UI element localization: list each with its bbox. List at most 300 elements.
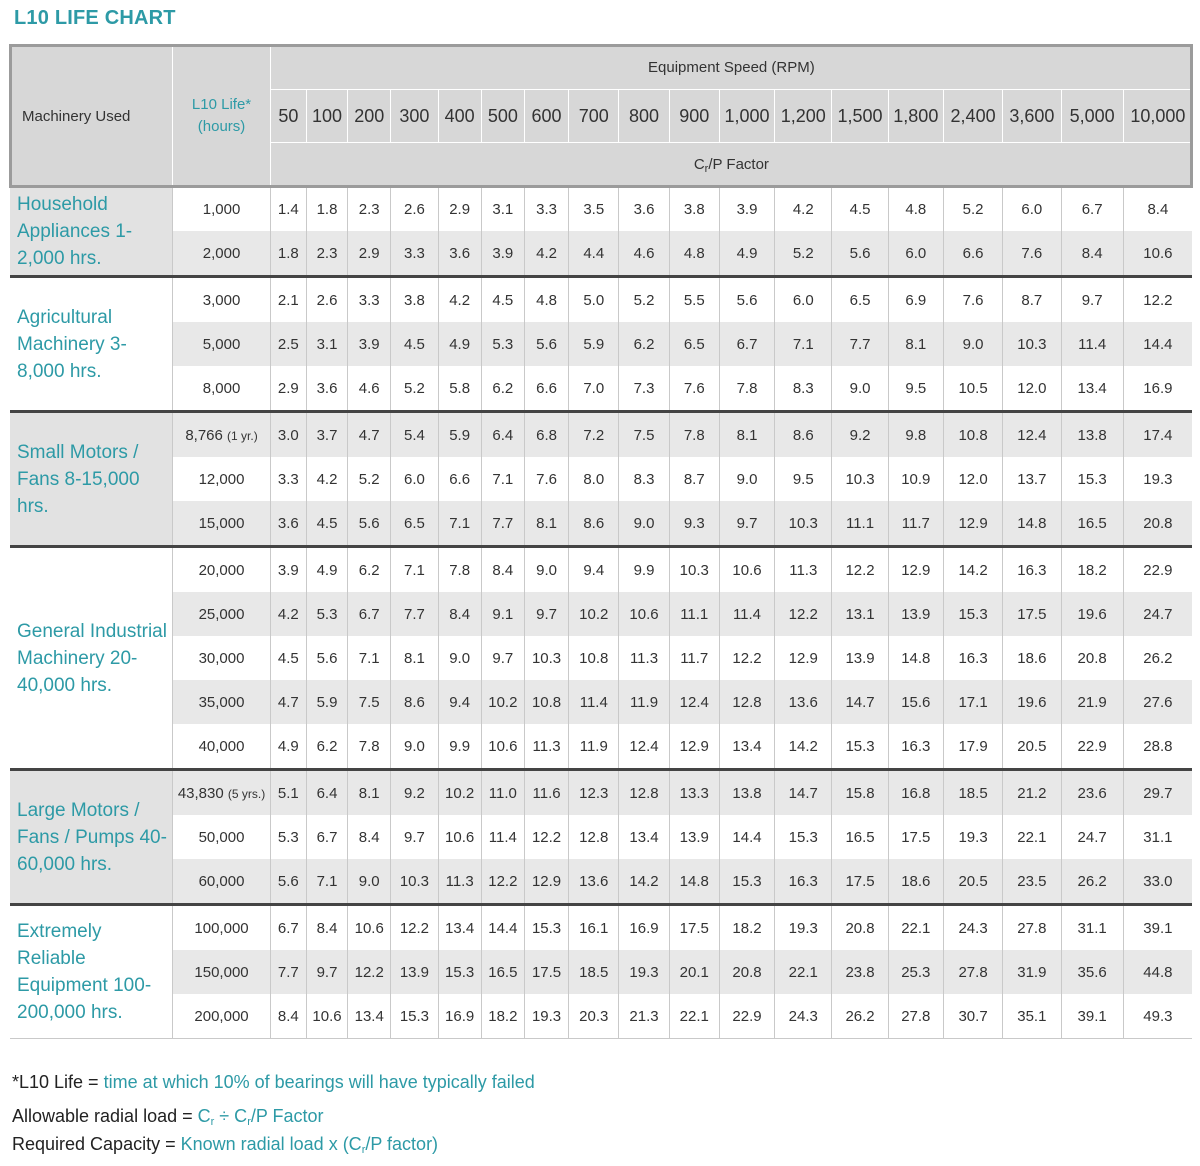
factor-value-cell: 3.6 (438, 231, 481, 277)
factor-value-cell: 9.2 (391, 770, 438, 816)
factor-value-cell: 35.6 (1061, 950, 1123, 994)
factor-value-cell: 7.1 (306, 859, 347, 905)
footnote-radial-c1: C (197, 1106, 211, 1126)
factor-value-cell: 12.9 (943, 501, 1002, 547)
l10-life-cell (173, 187, 270, 231)
l10-life-value: 2,000 (202, 244, 241, 262)
factor-value-cell: 5.6 (348, 501, 391, 547)
factor-value-cell: 17.5 (1003, 592, 1061, 636)
factor-value-cell: 3.6 (306, 366, 347, 412)
equipment-speed-header: Equipment Speed (RPM) (270, 45, 1192, 90)
factor-value-cell: 19.3 (1123, 457, 1192, 501)
factor-value-cell: 4.2 (524, 231, 568, 277)
factor-value-cell: 8.6 (391, 680, 438, 724)
factor-value-cell: 7.5 (348, 680, 391, 724)
factor-value-cell: 13.1 (832, 592, 888, 636)
factor-value-cell: 22.9 (1061, 724, 1123, 770)
factor-value-cell: 7.6 (1003, 231, 1061, 277)
factor-value-cell: 15.6 (888, 680, 943, 724)
rpm-header-cell: 1,200 (775, 90, 832, 143)
factor-value-cell: 11.3 (619, 636, 669, 680)
factor-value-cell: 8.4 (348, 815, 391, 859)
factor-value-cell: 4.6 (619, 231, 669, 277)
factor-value-cell: 12.9 (888, 547, 943, 593)
factor-value-cell: 22.9 (1123, 547, 1192, 593)
factor-value-cell: 10.8 (943, 412, 1002, 458)
table-row (10, 905, 1192, 951)
factor-value-cell: 13.9 (391, 950, 438, 994)
factor-value-cell: 13.4 (619, 815, 669, 859)
factor-value-cell: 26.2 (1061, 859, 1123, 905)
factor-value-cell: 6.5 (832, 277, 888, 323)
l10-life-table (10, 45, 1192, 1039)
factor-value-cell: 5.3 (306, 592, 347, 636)
footnote-radial-sub2: r (247, 1116, 251, 1128)
factor-value-cell: 18.2 (719, 905, 774, 951)
factor-value-cell: 15.8 (832, 770, 888, 816)
factor-value-cell: 27.8 (943, 950, 1002, 994)
table-row (10, 322, 1192, 366)
factor-value-cell: 15.3 (438, 950, 481, 994)
factor-value-cell: 20.8 (1061, 636, 1123, 680)
l10-life-cell (173, 277, 270, 323)
factor-value-cell: 17.5 (524, 950, 568, 994)
factor-value-cell: 6.5 (669, 322, 719, 366)
factor-value-cell: 3.1 (481, 187, 524, 231)
l10-life-cell (173, 680, 270, 724)
factor-value-cell: 13.7 (1003, 457, 1061, 501)
factor-value-cell: 6.6 (943, 231, 1002, 277)
factor-value-cell: 12.2 (391, 905, 438, 951)
factor-value-cell: 21.3 (619, 994, 669, 1039)
factor-value-cell: 7.8 (719, 366, 774, 412)
factor-value-cell: 13.9 (832, 636, 888, 680)
footnote-l10-definition: time at which 10% of bearings will have typically failed (103, 1072, 535, 1092)
factor-value-cell: 9.0 (832, 366, 888, 412)
factor-value-cell: 10.3 (524, 636, 568, 680)
factor-value-cell: 9.4 (438, 680, 481, 724)
factor-value-cell: 17.5 (888, 815, 943, 859)
factor-value-cell: 8.4 (306, 905, 347, 951)
rpm-header-cell: 10,000 (1123, 90, 1192, 143)
table-row (10, 501, 1192, 547)
factor-value-cell: 3.0 (270, 412, 306, 458)
l10-life-note: (5 yrs.) (227, 786, 266, 801)
factor-value-cell: 9.7 (306, 950, 347, 994)
factor-value-cell: 9.7 (391, 815, 438, 859)
factor-value-cell: 7.1 (775, 322, 832, 366)
factor-value-cell: 31.1 (1061, 905, 1123, 951)
factor-value-cell: 21.2 (1003, 770, 1061, 816)
footnote-capacity-prefix: Required Capacity = (12, 1134, 181, 1154)
factor-value-cell: 23.6 (1061, 770, 1123, 816)
l10-life-value: 60,000 (198, 872, 245, 890)
factor-value-cell: 10.6 (348, 905, 391, 951)
factor-value-cell: 3.8 (669, 187, 719, 231)
factor-value-cell: 14.8 (669, 859, 719, 905)
factor-value-cell: 6.7 (348, 592, 391, 636)
machinery-group (10, 905, 1192, 1039)
machinery-category: General Industrial Machinery 20-40,000 hrs. (10, 547, 173, 770)
l10-life-header-line2: (hours) (197, 118, 246, 135)
factor-value-cell: 10.3 (391, 859, 438, 905)
factor-value-cell: 20.1 (669, 950, 719, 994)
rpm-header-cell: 800 (619, 90, 669, 143)
factor-value-cell: 9.0 (438, 636, 481, 680)
factor-value-cell: 3.9 (270, 547, 306, 593)
machinery-group (10, 277, 1192, 412)
factor-value-cell: 6.9 (888, 277, 943, 323)
factor-value-cell: 7.0 (569, 366, 619, 412)
factor-value-cell: 6.7 (1061, 187, 1123, 231)
factor-value-cell: 11.9 (619, 680, 669, 724)
footnote-radial-load (12, 1106, 324, 1128)
chart-title: L10 LIFE CHART (14, 7, 176, 29)
factor-value-cell: 10.3 (832, 457, 888, 501)
rpm-header-cell: 100 (306, 90, 347, 143)
factor-value-cell: 14.4 (719, 815, 774, 859)
factor-value-cell: 12.2 (1123, 277, 1192, 323)
factor-value-cell: 18.5 (569, 950, 619, 994)
factor-value-cell: 22.1 (888, 905, 943, 951)
factor-value-cell: 3.5 (569, 187, 619, 231)
factor-value-cell: 9.0 (524, 547, 568, 593)
factor-value-cell: 11.6 (524, 770, 568, 816)
factor-value-cell: 22.1 (775, 950, 832, 994)
factor-value-cell: 3.9 (719, 187, 774, 231)
factor-value-cell: 14.4 (481, 905, 524, 951)
factor-value-cell: 14.7 (832, 680, 888, 724)
machinery-category: Extremely Reliable Equipment 100-200,000 hrs. (10, 905, 173, 1039)
factor-value-cell: 10.9 (888, 457, 943, 501)
rpm-header-cell: 1,000 (719, 90, 774, 143)
factor-value-cell: 4.5 (306, 501, 347, 547)
factor-value-cell: 5.6 (719, 277, 774, 323)
factor-value-cell: 26.2 (1123, 636, 1192, 680)
factor-value-cell: 4.5 (270, 636, 306, 680)
factor-value-cell: 7.6 (669, 366, 719, 412)
factor-value-cell: 27.6 (1123, 680, 1192, 724)
factor-value-cell: 11.3 (775, 547, 832, 593)
factor-value-cell: 15.3 (775, 815, 832, 859)
factor-value-cell: 16.3 (888, 724, 943, 770)
factor-value-cell: 4.5 (481, 277, 524, 323)
machinery-category: Household Appliances 1-2,000 hrs. (10, 187, 173, 277)
factor-value-cell: 12.0 (1003, 366, 1061, 412)
factor-value-cell: 12.0 (943, 457, 1002, 501)
l10-life-cell (173, 547, 270, 593)
table-row (10, 277, 1192, 323)
factor-value-cell: 5.3 (270, 815, 306, 859)
factor-value-cell: 26.2 (832, 994, 888, 1039)
factor-value-cell: 14.2 (619, 859, 669, 905)
factor-value-cell: 12.4 (1003, 412, 1061, 458)
factor-value-cell: 15.3 (943, 592, 1002, 636)
factor-value-cell: 14.4 (1123, 322, 1192, 366)
factor-value-cell: 5.0 (569, 277, 619, 323)
factor-value-cell: 3.3 (524, 187, 568, 231)
factor-value-cell: 16.9 (619, 905, 669, 951)
l10-life-cell (173, 412, 270, 458)
l10-life-cell (173, 724, 270, 770)
cr-p-factor-header (270, 143, 1192, 188)
factor-value-cell: 3.6 (270, 501, 306, 547)
factor-value-cell: 10.6 (619, 592, 669, 636)
table-row (10, 412, 1192, 458)
l10-life-cell (173, 636, 270, 680)
footnote-required-capacity (12, 1134, 438, 1156)
l10-life-value: 12,000 (198, 470, 245, 488)
rpm-header-cell: 700 (569, 90, 619, 143)
factor-value-cell: 5.6 (832, 231, 888, 277)
factor-value-cell: 8.4 (438, 592, 481, 636)
factor-value-cell: 8.1 (719, 412, 774, 458)
factor-value-cell: 5.2 (348, 457, 391, 501)
factor-value-cell: 4.2 (270, 592, 306, 636)
factor-value-cell: 9.9 (619, 547, 669, 593)
factor-value-cell: 5.3 (481, 322, 524, 366)
factor-value-cell: 19.3 (775, 905, 832, 951)
factor-value-cell: 5.6 (270, 859, 306, 905)
rpm-header-cell: 1,500 (832, 90, 888, 143)
factor-value-cell: 7.1 (481, 457, 524, 501)
factor-value-cell: 16.5 (481, 950, 524, 994)
factor-value-cell: 6.7 (719, 322, 774, 366)
table-row (10, 187, 1192, 231)
factor-value-cell: 11.9 (569, 724, 619, 770)
factor-value-cell: 22.1 (669, 994, 719, 1039)
factor-value-cell: 31.1 (1123, 815, 1192, 859)
factor-value-cell: 29.7 (1123, 770, 1192, 816)
factor-value-cell: 15.3 (832, 724, 888, 770)
factor-value-cell: 20.5 (943, 859, 1002, 905)
factor-value-cell: 4.9 (719, 231, 774, 277)
factor-value-cell: 14.2 (943, 547, 1002, 593)
table-row (10, 547, 1192, 593)
factor-value-cell: 14.7 (775, 770, 832, 816)
factor-value-cell: 5.6 (306, 636, 347, 680)
factor-value-cell: 11.3 (524, 724, 568, 770)
factor-value-cell: 8.6 (569, 501, 619, 547)
factor-value-cell: 25.3 (888, 950, 943, 994)
factor-value-cell: 15.3 (719, 859, 774, 905)
factor-value-cell: 9.7 (524, 592, 568, 636)
factor-value-cell: 1.8 (306, 187, 347, 231)
factor-value-cell: 4.2 (775, 187, 832, 231)
factor-value-cell: 9.1 (481, 592, 524, 636)
factor-value-cell: 7.8 (438, 547, 481, 593)
factor-value-cell: 18.2 (481, 994, 524, 1039)
footnote-radial-end: /P Factor (250, 1106, 324, 1126)
factor-value-cell: 4.7 (270, 680, 306, 724)
factor-value-cell: 13.9 (669, 815, 719, 859)
factor-value-cell: 6.0 (1003, 187, 1061, 231)
rpm-header-cell: 300 (391, 90, 438, 143)
rpm-header-cell: 2,400 (943, 90, 1002, 143)
factor-value-cell: 12.2 (348, 950, 391, 994)
factor-value-cell: 12.8 (719, 680, 774, 724)
factor-value-cell: 12.2 (719, 636, 774, 680)
machinery-group (10, 547, 1192, 770)
factor-value-cell: 10.3 (669, 547, 719, 593)
l10-life-cell (173, 322, 270, 366)
l10-life-value: 8,766 (185, 426, 223, 444)
factor-value-cell: 13.4 (438, 905, 481, 951)
factor-value-cell: 10.3 (1003, 322, 1061, 366)
factor-value-cell: 17.9 (943, 724, 1002, 770)
factor-c: C (693, 155, 705, 173)
factor-value-cell: 4.7 (348, 412, 391, 458)
rpm-header-cell: 200 (348, 90, 391, 143)
factor-value-cell: 5.9 (569, 322, 619, 366)
factor-value-cell: 13.6 (775, 680, 832, 724)
l10-life-header (173, 45, 270, 187)
factor-value-cell: 5.6 (524, 322, 568, 366)
l10-life-value: 1,000 (202, 200, 241, 218)
factor-value-cell: 9.7 (1061, 277, 1123, 323)
l10-life-value: 43,830 (177, 784, 224, 802)
factor-value-cell: 10.8 (569, 636, 619, 680)
l10-life-cell (173, 231, 270, 277)
factor-value-cell: 6.2 (306, 724, 347, 770)
footnote-capacity-text: Known radial load x (C (180, 1134, 362, 1154)
factor-value-cell: 4.2 (438, 277, 481, 323)
rpm-header-cell: 900 (669, 90, 719, 143)
factor-value-cell: 16.3 (943, 636, 1002, 680)
factor-value-cell: 12.9 (775, 636, 832, 680)
factor-value-cell: 24.3 (943, 905, 1002, 951)
factor-value-cell: 4.5 (391, 322, 438, 366)
factor-value-cell: 27.8 (888, 994, 943, 1039)
factor-value-cell: 9.5 (888, 366, 943, 412)
factor-value-cell: 14.2 (775, 724, 832, 770)
factor-value-cell: 11.4 (481, 815, 524, 859)
factor-value-cell: 18.6 (888, 859, 943, 905)
factor-value-cell: 8.7 (1003, 277, 1061, 323)
factor-value-cell: 11.0 (481, 770, 524, 816)
factor-value-cell: 11.4 (1061, 322, 1123, 366)
factor-value-cell: 9.0 (943, 322, 1002, 366)
factor-value-cell: 7.7 (270, 950, 306, 994)
factor-value-cell: 11.3 (438, 859, 481, 905)
factor-value-cell: 3.3 (348, 277, 391, 323)
factor-value-cell: 17.5 (669, 905, 719, 951)
factor-value-cell: 6.8 (524, 412, 568, 458)
factor-value-cell: 12.3 (569, 770, 619, 816)
l10-life-header-line1: L10 Life* (191, 96, 252, 113)
factor-value-cell: 18.2 (1061, 547, 1123, 593)
factor-value-cell: 3.3 (391, 231, 438, 277)
factor-value-cell: 2.1 (270, 277, 306, 323)
factor-value-cell: 8.4 (1061, 231, 1123, 277)
factor-value-cell: 10.6 (1123, 231, 1192, 277)
factor-value-cell: 8.1 (524, 501, 568, 547)
factor-value-cell: 4.6 (348, 366, 391, 412)
factor-value-cell: 5.2 (943, 187, 1002, 231)
machinery-category: Large Motors / Fans / Pumps 40-60,000 hrs. (10, 770, 173, 905)
factor-value-cell: 39.1 (1061, 994, 1123, 1039)
factor-value-cell: 8.4 (270, 994, 306, 1039)
factor-value-cell: 7.8 (669, 412, 719, 458)
table-row (10, 994, 1192, 1039)
factor-value-cell: 44.8 (1123, 950, 1192, 994)
factor-value-cell: 6.7 (270, 905, 306, 951)
factor-value-cell: 7.7 (832, 322, 888, 366)
factor-value-cell: 13.9 (888, 592, 943, 636)
factor-value-cell: 16.1 (569, 905, 619, 951)
table-row (10, 457, 1192, 501)
factor-value-cell: 8.0 (569, 457, 619, 501)
l10-life-cell (173, 592, 270, 636)
factor-value-cell: 10.2 (569, 592, 619, 636)
machinery-group (10, 770, 1192, 905)
factor-value-cell: 10.6 (481, 724, 524, 770)
l10-life-value: 35,000 (198, 693, 245, 711)
factor-value-cell: 24.7 (1061, 815, 1123, 859)
machinery-group (10, 412, 1192, 547)
factor-value-cell: 10.6 (438, 815, 481, 859)
factor-value-cell: 22.9 (719, 994, 774, 1039)
factor-value-cell: 11.7 (888, 501, 943, 547)
factor-value-cell: 19.6 (1061, 592, 1123, 636)
factor-value-cell: 8.1 (888, 322, 943, 366)
factor-value-cell: 8.3 (775, 366, 832, 412)
l10-life-cell (173, 994, 270, 1039)
factor-value-cell: 8.1 (348, 770, 391, 816)
l10-life-cell (173, 815, 270, 859)
factor-value-cell: 3.1 (306, 322, 347, 366)
l10-life-value: 25,000 (198, 605, 245, 623)
machinery-category: Agricultural Machinery 3-8,000 hrs. (10, 277, 173, 412)
factor-value-cell: 5.5 (669, 277, 719, 323)
table-row (10, 950, 1192, 994)
factor-value-cell: 8.1 (391, 636, 438, 680)
factor-value-cell: 22.1 (1003, 815, 1061, 859)
factor-value-cell: 12.8 (619, 770, 669, 816)
l10-life-cell (173, 501, 270, 547)
factor-value-cell: 12.2 (524, 815, 568, 859)
factor-value-cell: 5.1 (270, 770, 306, 816)
table-row (10, 815, 1192, 859)
factor-value-cell: 9.2 (832, 412, 888, 458)
factor-value-cell: 12.2 (481, 859, 524, 905)
l10-life-value: 8,000 (202, 379, 241, 397)
factor-value-cell: 11.1 (669, 592, 719, 636)
l10-life-cell (173, 770, 270, 816)
factor-value-cell: 13.3 (669, 770, 719, 816)
factor-value-cell: 3.9 (481, 231, 524, 277)
footnote-radial-mid: ÷ C (214, 1106, 248, 1126)
factor-value-cell: 1.4 (270, 187, 306, 231)
l10-life-cell (173, 905, 270, 951)
l10-life-value: 40,000 (198, 737, 245, 755)
factor-value-cell: 23.5 (1003, 859, 1061, 905)
factor-value-cell: 11.1 (832, 501, 888, 547)
factor-value-cell: 15.3 (524, 905, 568, 951)
rpm-header-cell: 3,600 (1003, 90, 1061, 143)
factor-value-cell: 9.5 (775, 457, 832, 501)
factor-value-cell: 6.0 (775, 277, 832, 323)
factor-value-cell: 5.2 (619, 277, 669, 323)
footnote-l10 (12, 1072, 535, 1093)
rpm-header-cell: 1,800 (888, 90, 943, 143)
factor-value-cell: 9.0 (348, 859, 391, 905)
factor-value-cell: 9.0 (391, 724, 438, 770)
factor-value-cell: 5.4 (391, 412, 438, 458)
factor-value-cell: 19.6 (1003, 680, 1061, 724)
factor-value-cell: 15.3 (1061, 457, 1123, 501)
factor-value-cell: 6.4 (481, 412, 524, 458)
